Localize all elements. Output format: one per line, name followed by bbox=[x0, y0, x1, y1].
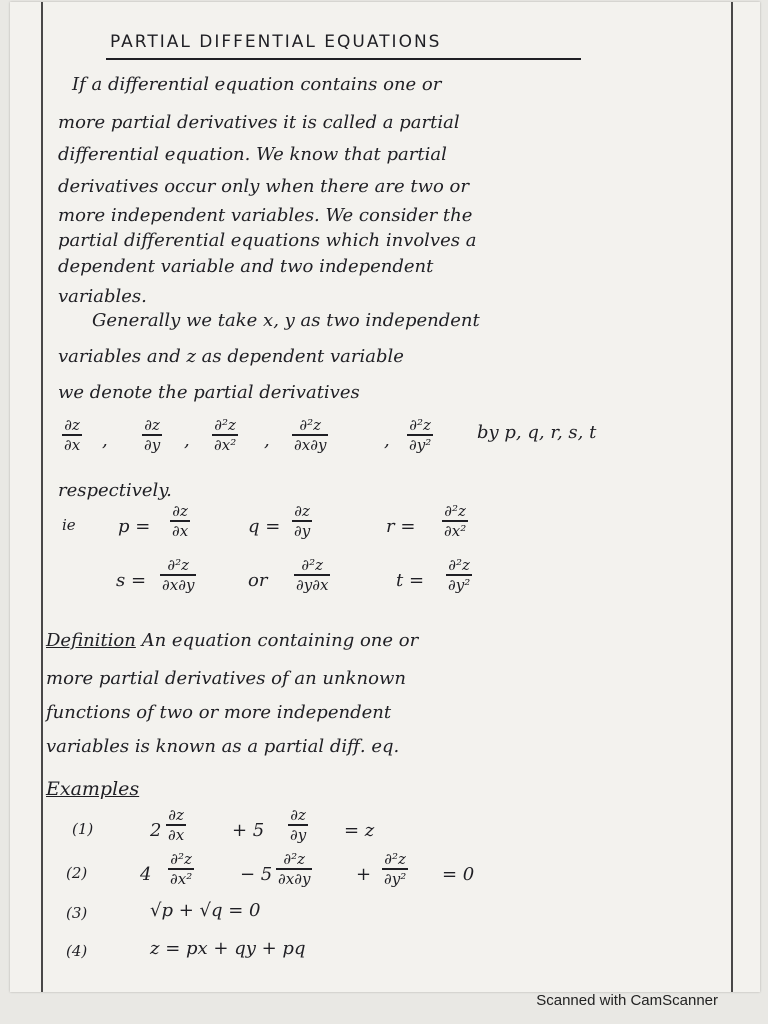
derivative-comma: , bbox=[102, 430, 108, 451]
definition-label: Definition bbox=[46, 630, 136, 651]
derivative-d2z-dy2: ∂²z ∂y² bbox=[409, 416, 432, 454]
p-fraction: ∂z ∂x bbox=[172, 502, 189, 540]
example-4-expr: z = px + qy + pq bbox=[150, 938, 306, 959]
definition-line-1 bbox=[46, 630, 418, 651]
t-fraction: ∂²z ∂y² bbox=[448, 556, 471, 594]
derivative-comma: , bbox=[384, 430, 390, 451]
definition-line-2: more partial derivatives of an unknown bbox=[46, 668, 406, 689]
r-fraction: ∂²z ∂x² bbox=[444, 502, 467, 540]
p-label: p = bbox=[118, 516, 151, 537]
ie-label: ie bbox=[62, 516, 76, 534]
example-1-label: (1) bbox=[72, 820, 94, 838]
derivative-comma: , bbox=[184, 430, 190, 451]
generally-line-2: variables and z as dependent variable bbox=[58, 346, 404, 367]
example-3-label: (3) bbox=[66, 904, 88, 922]
s-fraction: ∂²z ∂x∂y bbox=[162, 556, 195, 594]
example-2-rhs: = 0 bbox=[442, 864, 475, 885]
example-2-label: (2) bbox=[66, 864, 88, 882]
notebook-page bbox=[10, 2, 760, 992]
t-label: t = bbox=[396, 570, 425, 591]
example-2-frac-1: ∂²z ∂x² bbox=[170, 850, 193, 888]
intro-line-7: dependent variable and two independent bbox=[58, 256, 434, 277]
derivative-dz-dy: ∂z ∂y bbox=[144, 416, 161, 454]
example-1-frac-2: ∂z ∂y bbox=[290, 806, 307, 844]
intro-line-8: variables. bbox=[58, 286, 147, 307]
or-text: or bbox=[248, 570, 268, 591]
intro-line-2: more partial derivatives it is called a partial bbox=[58, 112, 460, 133]
right-margin-line bbox=[731, 2, 733, 992]
example-1-mid: + 5 bbox=[232, 820, 265, 841]
intro-line-3: differential equation. We know that partial bbox=[58, 144, 447, 165]
derivative-comma: , bbox=[264, 430, 270, 451]
example-1-rhs: = z bbox=[344, 820, 375, 841]
example-3-expr: √p + √q = 0 bbox=[150, 900, 261, 921]
example-1-coef: 2 bbox=[150, 820, 162, 841]
derivative-d2z-dxdy: ∂²z ∂x∂y bbox=[294, 416, 327, 454]
definition-line-3: functions of two or more independent bbox=[46, 702, 392, 723]
intro-line-4: derivatives occur only when there are two or bbox=[58, 176, 469, 197]
generally-line-3: we denote the partial derivatives bbox=[58, 382, 360, 403]
s-label: s = bbox=[116, 570, 147, 591]
definition-line-4: variables is known as a partial diff. eq. bbox=[46, 736, 400, 757]
example-1-frac-1: ∂z ∂x bbox=[168, 806, 185, 844]
example-2-frac-2: ∂²z ∂x∂y bbox=[278, 850, 311, 888]
title-underline bbox=[106, 58, 581, 60]
r-label: r = bbox=[386, 516, 416, 537]
page-title: PARTIAL DIFFENTIAL EQUATIONS bbox=[110, 32, 442, 52]
example-2-mid-2: + bbox=[356, 864, 372, 885]
example-2-mid-1: − 5 bbox=[240, 864, 273, 885]
definition-text-1: An equation containing one or bbox=[141, 630, 419, 651]
derivative-dz-dx: ∂z ∂x bbox=[64, 416, 81, 454]
derivative-list bbox=[62, 416, 702, 472]
intro-line-6: partial differential equations which involves a bbox=[58, 230, 477, 251]
left-margin-line bbox=[41, 2, 43, 992]
q-fraction: ∂z ∂y bbox=[294, 502, 311, 540]
q-label: q = bbox=[248, 516, 281, 537]
example-2-frac-3: ∂²z ∂y² bbox=[384, 850, 407, 888]
respectively-text: respectively. bbox=[58, 480, 172, 501]
example-2-coef: 4 bbox=[140, 864, 152, 885]
generally-line-1: Generally we take x, y as two independent bbox=[92, 310, 480, 331]
scanner-watermark: Scanned with CamScanner bbox=[536, 992, 718, 1009]
by-pqrst: by p, q, r, s, t bbox=[477, 422, 597, 443]
examples-heading: Examples bbox=[46, 778, 140, 800]
example-4-label: (4) bbox=[66, 942, 88, 960]
derivative-d2z-dx2: ∂²z ∂x² bbox=[214, 416, 237, 454]
intro-line-5: more independent variables. We consider the bbox=[58, 205, 473, 226]
intro-line-1: If a differential equation contains one or bbox=[72, 74, 442, 95]
s-alt-fraction: ∂²z ∂y∂x bbox=[296, 556, 329, 594]
